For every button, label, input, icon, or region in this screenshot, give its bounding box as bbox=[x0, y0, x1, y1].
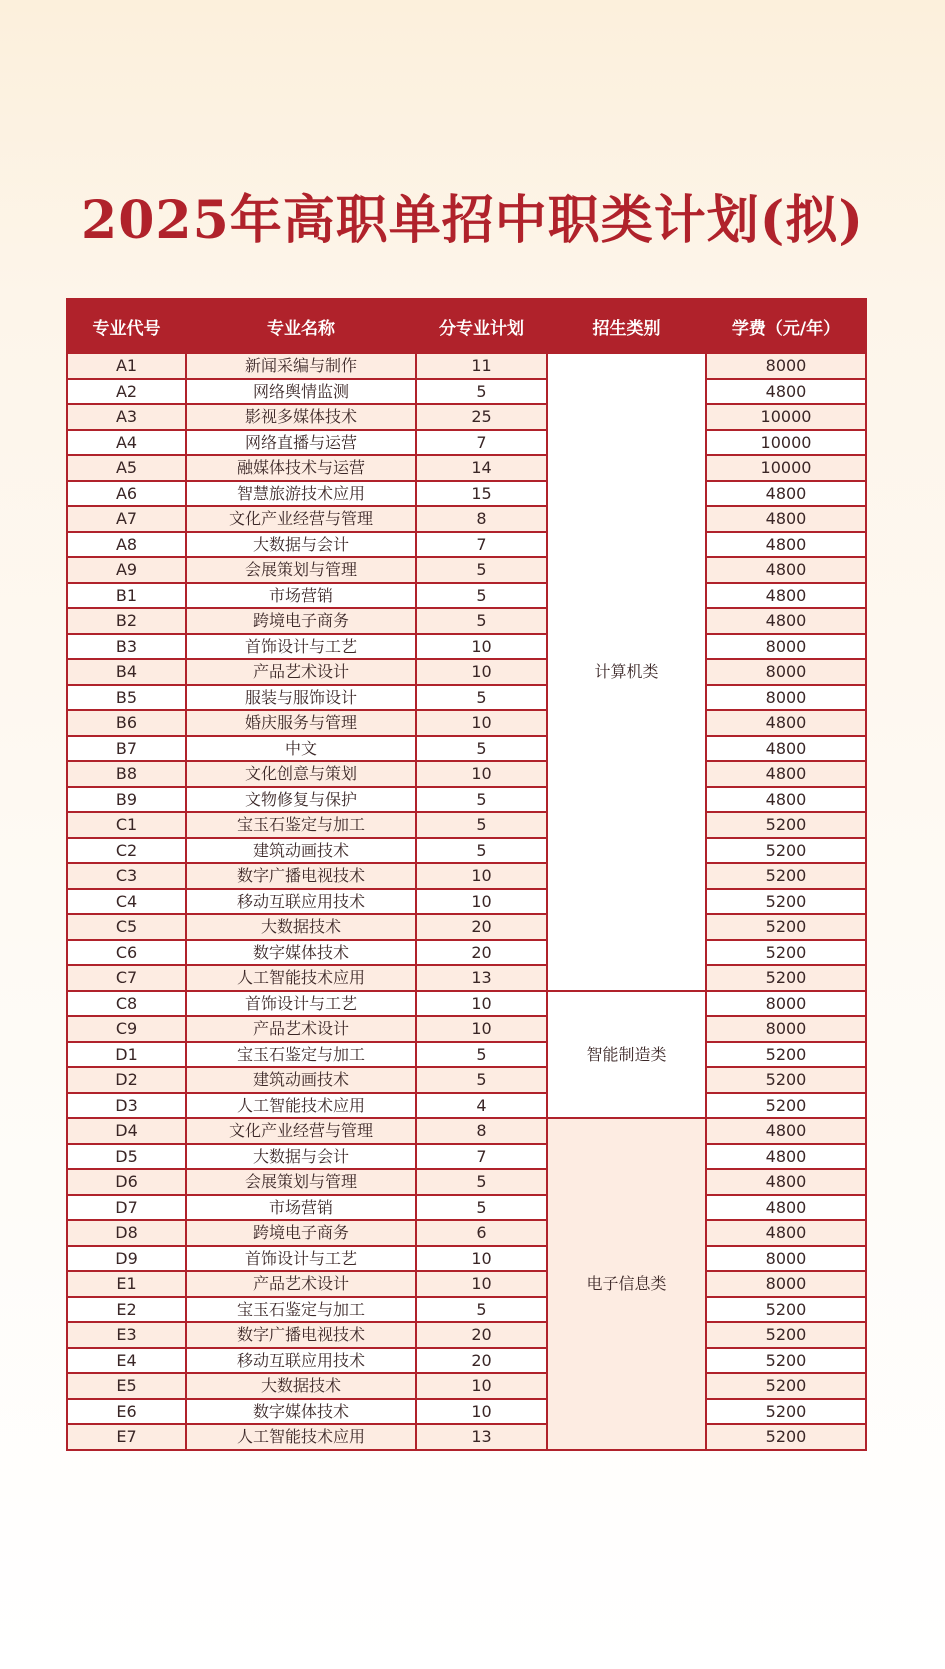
plan-count-cell: 8 bbox=[416, 1118, 547, 1144]
plan-count-cell: 5 bbox=[416, 379, 547, 405]
major-name-cell: 产品艺术设计 bbox=[186, 1271, 416, 1297]
tuition-fee-cell: 5200 bbox=[706, 1424, 866, 1450]
major-name-cell: 跨境电子商务 bbox=[186, 1220, 416, 1246]
major-code-cell: E7 bbox=[67, 1424, 186, 1450]
major-code-cell: E3 bbox=[67, 1322, 186, 1348]
table-row bbox=[67, 1067, 866, 1093]
plan-count-cell: 5 bbox=[416, 1042, 547, 1068]
category-cell: 电子信息类 bbox=[547, 1118, 706, 1450]
major-name-cell: 首饰设计与工艺 bbox=[186, 634, 416, 660]
plan-count-cell: 5 bbox=[416, 736, 547, 762]
major-code-cell: A4 bbox=[67, 430, 186, 456]
major-name-cell: 人工智能技术应用 bbox=[186, 1093, 416, 1119]
plan-count-cell: 5 bbox=[416, 787, 547, 813]
plan-count-cell: 10 bbox=[416, 1246, 547, 1272]
table-row bbox=[67, 914, 866, 940]
table-row bbox=[67, 787, 866, 813]
tuition-fee-cell: 4800 bbox=[706, 608, 866, 634]
major-code-cell: E4 bbox=[67, 1348, 186, 1374]
table-row bbox=[67, 1271, 866, 1297]
plan-count-cell: 10 bbox=[416, 710, 547, 736]
tuition-fee-cell: 10000 bbox=[706, 455, 866, 481]
table-row bbox=[67, 430, 866, 456]
major-name-cell: 大数据技术 bbox=[186, 1373, 416, 1399]
table-row bbox=[67, 1169, 866, 1195]
table-row bbox=[67, 863, 866, 889]
major-code-cell: D2 bbox=[67, 1067, 186, 1093]
tuition-fee-cell: 10000 bbox=[706, 404, 866, 430]
tuition-fee-cell: 5200 bbox=[706, 1297, 866, 1323]
major-name-cell: 智慧旅游技术应用 bbox=[186, 481, 416, 507]
table-row bbox=[67, 583, 866, 609]
major-name-cell: 产品艺术设计 bbox=[186, 1016, 416, 1042]
tuition-fee-cell: 4800 bbox=[706, 506, 866, 532]
major-code-cell: B3 bbox=[67, 634, 186, 660]
table-row bbox=[67, 736, 866, 762]
plan-count-cell: 5 bbox=[416, 1169, 547, 1195]
tuition-fee-cell: 4800 bbox=[706, 481, 866, 507]
major-code-cell: E6 bbox=[67, 1399, 186, 1425]
plan-count-cell: 25 bbox=[416, 404, 547, 430]
major-code-cell: B6 bbox=[67, 710, 186, 736]
plan-count-cell: 13 bbox=[416, 965, 547, 991]
plan-count-cell: 5 bbox=[416, 1297, 547, 1323]
major-name-cell: 大数据与会计 bbox=[186, 1144, 416, 1170]
tuition-fee-cell: 4800 bbox=[706, 1195, 866, 1221]
major-code-cell: A2 bbox=[67, 379, 186, 405]
plan-count-cell: 10 bbox=[416, 761, 547, 787]
plan-count-cell: 4 bbox=[416, 1093, 547, 1119]
header-fee: 学费（元/年） bbox=[706, 299, 866, 353]
table-row bbox=[67, 685, 866, 711]
major-code-cell: A5 bbox=[67, 455, 186, 481]
table-row bbox=[67, 1297, 866, 1323]
plan-count-cell: 7 bbox=[416, 430, 547, 456]
plan-count-cell: 13 bbox=[416, 1424, 547, 1450]
header-code: 专业代号 bbox=[67, 299, 186, 353]
major-code-cell: C8 bbox=[67, 991, 186, 1017]
table-row bbox=[67, 634, 866, 660]
tuition-fee-cell: 8000 bbox=[706, 1246, 866, 1272]
tuition-fee-cell: 8000 bbox=[706, 1016, 866, 1042]
plan-count-cell: 5 bbox=[416, 608, 547, 634]
major-name-cell: 文化产业经营与管理 bbox=[186, 506, 416, 532]
table-row bbox=[67, 379, 866, 405]
major-code-cell: B7 bbox=[67, 736, 186, 762]
tuition-fee-cell: 4800 bbox=[706, 557, 866, 583]
plan-count-cell: 5 bbox=[416, 583, 547, 609]
tuition-fee-cell: 4800 bbox=[706, 736, 866, 762]
major-name-cell: 首饰设计与工艺 bbox=[186, 1246, 416, 1272]
major-name-cell: 数字广播电视技术 bbox=[186, 863, 416, 889]
tuition-fee-cell: 8000 bbox=[706, 634, 866, 660]
tuition-fee-cell: 4800 bbox=[706, 379, 866, 405]
major-code-cell: B2 bbox=[67, 608, 186, 634]
major-name-cell: 文化创意与策划 bbox=[186, 761, 416, 787]
tuition-fee-cell: 4800 bbox=[706, 1169, 866, 1195]
major-name-cell: 市场营销 bbox=[186, 1195, 416, 1221]
table-row bbox=[67, 1399, 866, 1425]
tuition-fee-cell: 5200 bbox=[706, 1373, 866, 1399]
plan-count-cell: 10 bbox=[416, 1271, 547, 1297]
tuition-fee-cell: 8000 bbox=[706, 1271, 866, 1297]
table-row bbox=[67, 506, 866, 532]
table-row bbox=[67, 532, 866, 558]
tuition-fee-cell: 5200 bbox=[706, 889, 866, 915]
plan-count-cell: 5 bbox=[416, 685, 547, 711]
plan-count-cell: 10 bbox=[416, 991, 547, 1017]
plan-count-cell: 10 bbox=[416, 1399, 547, 1425]
major-name-cell: 融媒体技术与运营 bbox=[186, 455, 416, 481]
tuition-fee-cell: 5200 bbox=[706, 1093, 866, 1119]
table-row bbox=[67, 1118, 866, 1144]
tuition-fee-cell: 4800 bbox=[706, 1220, 866, 1246]
tuition-fee-cell: 4800 bbox=[706, 1144, 866, 1170]
major-code-cell: D5 bbox=[67, 1144, 186, 1170]
tuition-fee-cell: 5200 bbox=[706, 914, 866, 940]
major-name-cell: 数字媒体技术 bbox=[186, 1399, 416, 1425]
table-row bbox=[67, 353, 866, 379]
major-code-cell: D4 bbox=[67, 1118, 186, 1144]
plan-count-cell: 10 bbox=[416, 634, 547, 660]
tuition-fee-cell: 8000 bbox=[706, 659, 866, 685]
table-row bbox=[67, 659, 866, 685]
tuition-fee-cell: 5200 bbox=[706, 812, 866, 838]
table-header-row bbox=[67, 299, 866, 353]
major-name-cell: 数字媒体技术 bbox=[186, 940, 416, 966]
category-cell: 计算机类 bbox=[547, 353, 706, 991]
table-row bbox=[67, 1042, 866, 1068]
major-code-cell: C4 bbox=[67, 889, 186, 915]
tuition-fee-cell: 5200 bbox=[706, 1348, 866, 1374]
major-code-cell: E5 bbox=[67, 1373, 186, 1399]
plan-count-cell: 10 bbox=[416, 863, 547, 889]
major-name-cell: 大数据技术 bbox=[186, 914, 416, 940]
table-row bbox=[67, 1348, 866, 1374]
tuition-fee-cell: 5200 bbox=[706, 965, 866, 991]
table-row bbox=[67, 940, 866, 966]
major-name-cell: 新闻采编与制作 bbox=[186, 353, 416, 379]
major-code-cell: C2 bbox=[67, 838, 186, 864]
tuition-fee-cell: 8000 bbox=[706, 353, 866, 379]
major-name-cell: 人工智能技术应用 bbox=[186, 1424, 416, 1450]
major-name-cell: 产品艺术设计 bbox=[186, 659, 416, 685]
major-code-cell: C7 bbox=[67, 965, 186, 991]
major-code-cell: D1 bbox=[67, 1042, 186, 1068]
table-row bbox=[67, 965, 866, 991]
tuition-fee-cell: 4800 bbox=[706, 1118, 866, 1144]
plan-count-cell: 5 bbox=[416, 557, 547, 583]
table-row bbox=[67, 557, 866, 583]
table-row bbox=[67, 1424, 866, 1450]
major-code-cell: B1 bbox=[67, 583, 186, 609]
table-row bbox=[67, 1144, 866, 1170]
plan-count-cell: 20 bbox=[416, 1322, 547, 1348]
table-row bbox=[67, 812, 866, 838]
major-name-cell: 首饰设计与工艺 bbox=[186, 991, 416, 1017]
major-name-cell: 大数据与会计 bbox=[186, 532, 416, 558]
tuition-fee-cell: 5200 bbox=[706, 1067, 866, 1093]
major-name-cell: 宝玉石鉴定与加工 bbox=[186, 1042, 416, 1068]
plan-count-cell: 5 bbox=[416, 812, 547, 838]
plan-count-cell: 5 bbox=[416, 838, 547, 864]
major-code-cell: D3 bbox=[67, 1093, 186, 1119]
major-name-cell: 移动互联应用技术 bbox=[186, 1348, 416, 1374]
plan-count-cell: 10 bbox=[416, 889, 547, 915]
tuition-fee-cell: 5200 bbox=[706, 940, 866, 966]
tuition-fee-cell: 5200 bbox=[706, 1042, 866, 1068]
tuition-fee-cell: 5200 bbox=[706, 838, 866, 864]
tuition-fee-cell: 4800 bbox=[706, 532, 866, 558]
tuition-fee-cell: 4800 bbox=[706, 761, 866, 787]
header-plan: 分专业计划 bbox=[416, 299, 547, 353]
table-row bbox=[67, 404, 866, 430]
category-cell: 智能制造类 bbox=[547, 991, 706, 1119]
tuition-fee-cell: 4800 bbox=[706, 710, 866, 736]
major-code-cell: C3 bbox=[67, 863, 186, 889]
major-code-cell: A1 bbox=[67, 353, 186, 379]
major-code-cell: A7 bbox=[67, 506, 186, 532]
table-row bbox=[67, 1093, 866, 1119]
major-name-cell: 市场营销 bbox=[186, 583, 416, 609]
table-row bbox=[67, 608, 866, 634]
major-name-cell: 跨境电子商务 bbox=[186, 608, 416, 634]
major-code-cell: B4 bbox=[67, 659, 186, 685]
major-name-cell: 文化产业经营与管理 bbox=[186, 1118, 416, 1144]
major-code-cell: A3 bbox=[67, 404, 186, 430]
plan-count-cell: 11 bbox=[416, 353, 547, 379]
page-title: 2025年高职单招中职类计划(拟) bbox=[81, 190, 864, 251]
table-row bbox=[67, 1322, 866, 1348]
table-row bbox=[67, 1246, 866, 1272]
major-name-cell: 人工智能技术应用 bbox=[186, 965, 416, 991]
plan-count-cell: 20 bbox=[416, 1348, 547, 1374]
plan-count-cell: 10 bbox=[416, 1373, 547, 1399]
header-category: 招生类别 bbox=[547, 299, 706, 353]
major-name-cell: 文物修复与保护 bbox=[186, 787, 416, 813]
plan-count-cell: 15 bbox=[416, 481, 547, 507]
major-code-cell: D9 bbox=[67, 1246, 186, 1272]
major-code-cell: E2 bbox=[67, 1297, 186, 1323]
tuition-fee-cell: 8000 bbox=[706, 685, 866, 711]
table-row bbox=[67, 1373, 866, 1399]
major-name-cell: 服装与服饰设计 bbox=[186, 685, 416, 711]
major-name-cell: 网络舆情监测 bbox=[186, 379, 416, 405]
major-code-cell: B5 bbox=[67, 685, 186, 711]
major-code-cell: C1 bbox=[67, 812, 186, 838]
major-code-cell: B9 bbox=[67, 787, 186, 813]
major-name-cell: 建筑动画技术 bbox=[186, 1067, 416, 1093]
tuition-fee-cell: 4800 bbox=[706, 583, 866, 609]
major-name-cell: 移动互联应用技术 bbox=[186, 889, 416, 915]
table-row bbox=[67, 455, 866, 481]
major-name-cell: 数字广播电视技术 bbox=[186, 1322, 416, 1348]
major-name-cell: 会展策划与管理 bbox=[186, 1169, 416, 1195]
major-code-cell: E1 bbox=[67, 1271, 186, 1297]
major-code-cell: D7 bbox=[67, 1195, 186, 1221]
major-code-cell: C5 bbox=[67, 914, 186, 940]
major-name-cell: 婚庆服务与管理 bbox=[186, 710, 416, 736]
table-row bbox=[67, 991, 866, 1017]
table-row bbox=[67, 761, 866, 787]
major-code-cell: A8 bbox=[67, 532, 186, 558]
plan-count-cell: 5 bbox=[416, 1067, 547, 1093]
plan-count-cell: 7 bbox=[416, 1144, 547, 1170]
plan-count-cell: 6 bbox=[416, 1220, 547, 1246]
enrollment-plan-table bbox=[66, 298, 867, 1451]
major-name-cell: 建筑动画技术 bbox=[186, 838, 416, 864]
major-code-cell: C6 bbox=[67, 940, 186, 966]
tuition-fee-cell: 5200 bbox=[706, 1322, 866, 1348]
plan-count-cell: 10 bbox=[416, 659, 547, 685]
major-code-cell: B8 bbox=[67, 761, 186, 787]
major-code-cell: C9 bbox=[67, 1016, 186, 1042]
tuition-fee-cell: 5200 bbox=[706, 1399, 866, 1425]
plan-count-cell: 8 bbox=[416, 506, 547, 532]
table-row bbox=[67, 710, 866, 736]
plan-count-cell: 14 bbox=[416, 455, 547, 481]
table-row bbox=[67, 481, 866, 507]
major-name-cell: 网络直播与运营 bbox=[186, 430, 416, 456]
table-row bbox=[67, 889, 866, 915]
major-code-cell: A9 bbox=[67, 557, 186, 583]
plan-count-cell: 10 bbox=[416, 1016, 547, 1042]
major-name-cell: 会展策划与管理 bbox=[186, 557, 416, 583]
major-code-cell: D8 bbox=[67, 1220, 186, 1246]
table-row bbox=[67, 1220, 866, 1246]
major-name-cell: 宝玉石鉴定与加工 bbox=[186, 812, 416, 838]
plan-count-cell: 20 bbox=[416, 914, 547, 940]
table-row bbox=[67, 1195, 866, 1221]
major-code-cell: D6 bbox=[67, 1169, 186, 1195]
table-row bbox=[67, 838, 866, 864]
table-row bbox=[67, 1016, 866, 1042]
tuition-fee-cell: 10000 bbox=[706, 430, 866, 456]
major-name-cell: 影视多媒体技术 bbox=[186, 404, 416, 430]
plan-count-cell: 20 bbox=[416, 940, 547, 966]
tuition-fee-cell: 8000 bbox=[706, 991, 866, 1017]
major-name-cell: 宝玉石鉴定与加工 bbox=[186, 1297, 416, 1323]
major-name-cell: 中文 bbox=[186, 736, 416, 762]
tuition-fee-cell: 4800 bbox=[706, 787, 866, 813]
header-name: 专业名称 bbox=[186, 299, 416, 353]
tuition-fee-cell: 5200 bbox=[706, 863, 866, 889]
plan-count-cell: 7 bbox=[416, 532, 547, 558]
plan-count-cell: 5 bbox=[416, 1195, 547, 1221]
major-code-cell: A6 bbox=[67, 481, 186, 507]
